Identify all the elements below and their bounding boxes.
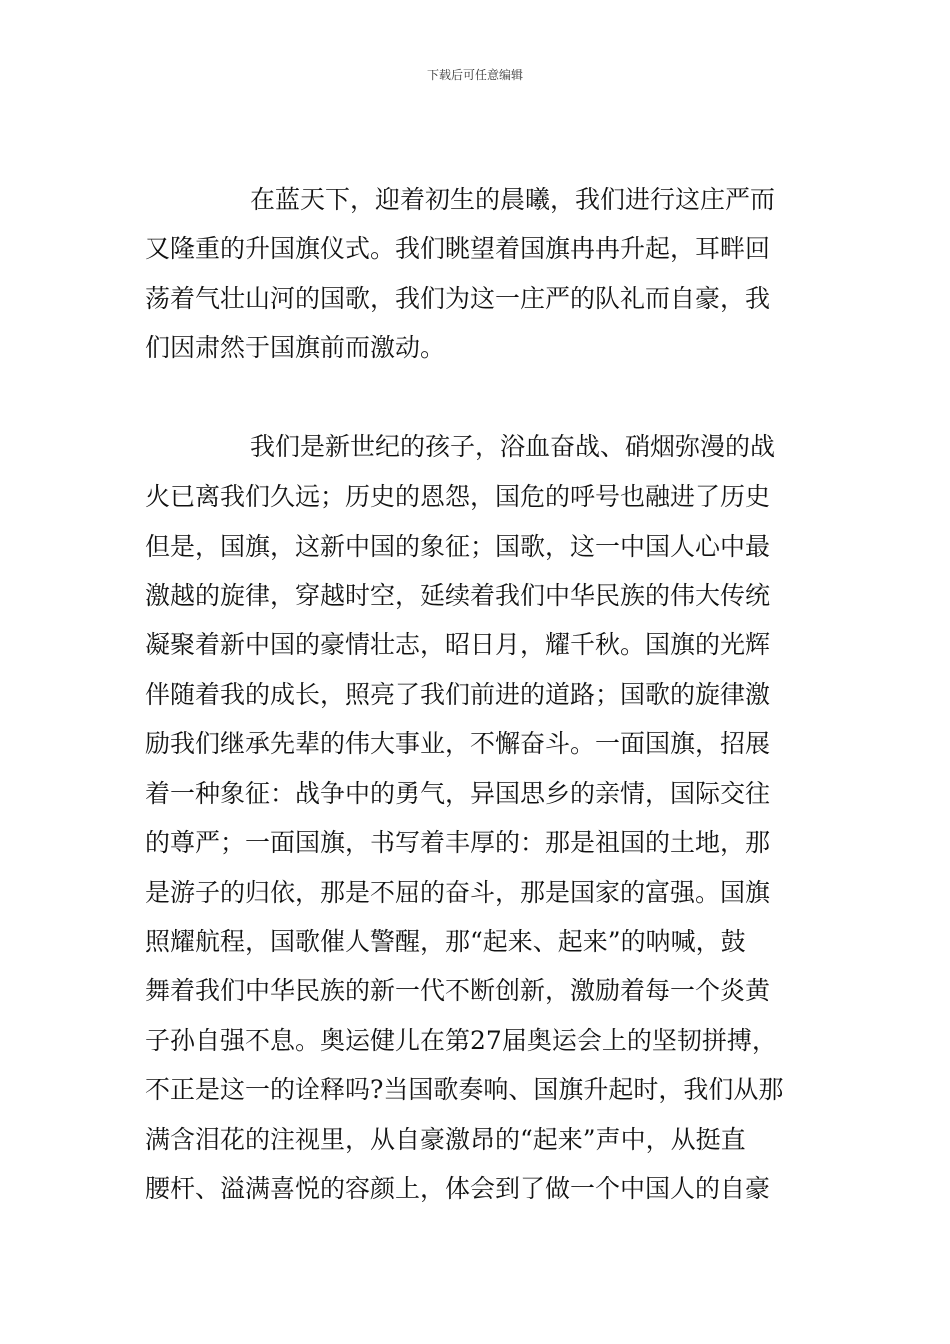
paragraph-2-line-6: 伴随着我的成长，照亮了我们前进的道路；国歌的旋律激	[145, 680, 771, 709]
paragraph-2-line-7: 励我们继承先辈的伟大事业，不懈奋斗。一面国旗，招展	[145, 729, 771, 758]
paragraph-2-line-5: 凝聚着新中国的豪情壮志，昭日月，耀千秋。国旗的光辉	[145, 630, 771, 659]
paragraph-2-line-2: 火已离我们久远；历史的恩怨，国危的呼号也融进了历史	[145, 482, 771, 511]
paragraph-1-line-3: 荡着气壮山河的国歌，我们为这一庄严的队礼而自豪，我	[145, 284, 771, 313]
paragraph-2-line-10: 是游子的归依，那是不屈的奋斗，那是国家的富强。国旗	[145, 878, 771, 907]
paragraph-1-line-2: 又隆重的升国旗仪式。我们眺望着国旗冉冉升起，耳畔回	[145, 234, 771, 263]
paragraph-2-line-15: 满含泪花的注视里，从自豪激昂的“起来”声中，从挺直	[145, 1125, 746, 1154]
paragraph-1-line-1: 在蓝天下，迎着初生的晨曦，我们进行这庄严而	[250, 185, 776, 214]
paragraph-2-line-1: 我们是新世纪的孩子，浴血奋战、硝烟弥漫的战	[250, 432, 776, 461]
paragraph-2-line-13: 子孙自强不息。奥运健儿在第27届奥运会上的坚韧拼搏，	[145, 1026, 777, 1055]
paragraph-2-line-9: 的尊严；一面国旗，书写着丰厚的：那是祖国的土地，那	[145, 828, 771, 857]
paragraph-2-line-4: 激越的旋律，穿越时空，延续着我们中华民族的伟大传统	[145, 581, 771, 610]
page-header: 下载后可任意编辑	[426, 68, 523, 82]
paragraph-2-line-11: 照耀航程，国歌催人警醒，那“起来、起来”的呐喊，鼓	[145, 927, 746, 956]
paragraph-2-line-14: 不正是这一的诠释吗?当国歌奏响、国旗升起时，我们从那	[145, 1075, 784, 1104]
paragraph-2-line-16: 腰杆、溢满喜悦的容颜上，体会到了做一个中国人的自豪	[145, 1174, 771, 1203]
paragraph-1-line-4: 们因肃然于国旗前而激动。	[145, 333, 446, 362]
paragraph-2-line-12: 舞着我们中华民族的新一代不断创新，激励着每一个炎黄	[145, 976, 771, 1005]
paragraph-2-line-3: 但是，国旗，这新中国的象征；国歌，这一中国人心中最	[145, 532, 771, 561]
paragraph-2-line-8: 着一种象征：战争中的勇气，异国思乡的亲情，国际交往	[145, 779, 771, 808]
